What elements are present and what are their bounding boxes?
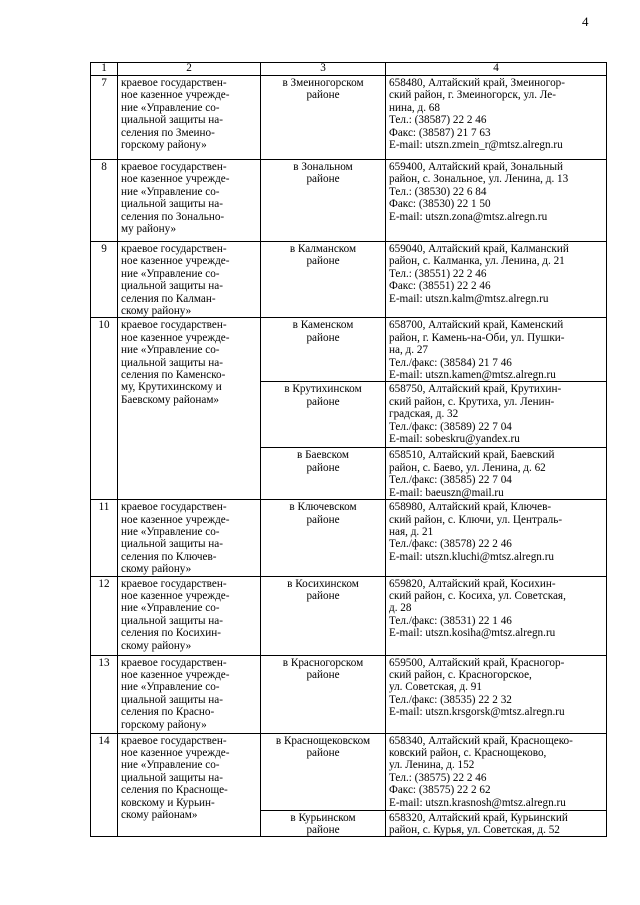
district-line: в Змеиногорском — [282, 77, 364, 89]
institution-name — [118, 576, 261, 655]
institution-line: селения по Красноще- — [121, 784, 228, 797]
institution-line: ное казенное учрежде- — [121, 331, 230, 344]
contact-line: на, д. 27 — [389, 344, 429, 357]
contact-line: Тел./факс: (38531) 22 1 46 — [389, 614, 512, 627]
institution-line: селения по Каменско- — [121, 369, 226, 382]
institution-line: ное казенное учрежде- — [121, 173, 230, 186]
district-name — [261, 576, 386, 655]
institution-line: селения по Калман- — [121, 292, 216, 305]
institution-line: му, Крутихинскому и — [121, 381, 222, 394]
district-line: районе — [306, 331, 340, 344]
header-col-4: 4 — [386, 63, 607, 76]
institution-name — [118, 76, 261, 160]
contact-line: 658340, Алтайский край, Краснощеко- — [389, 734, 573, 747]
table-row — [91, 76, 607, 160]
contact-line: район, с. Калманка, ул. Ленина, д. 21 — [389, 255, 565, 268]
contact-line: ский район, с. Косиха, ул. Советская, — [389, 589, 566, 602]
header-row — [91, 63, 607, 76]
district-line: районе — [306, 668, 340, 681]
institution-line: циальной защиты на- — [121, 614, 223, 627]
district-name — [261, 500, 386, 576]
district-line: районе — [306, 255, 340, 268]
institutions-table-body — [91, 63, 607, 837]
district-line: в Курьинском — [290, 811, 356, 824]
contact-line: Тел./факс: (38535) 22 2 32 — [389, 693, 512, 706]
institution-line: скому районам» — [121, 808, 198, 821]
institution-line: ние «Управление со- — [121, 602, 220, 615]
institutions-table — [90, 62, 607, 837]
institution-line: краевое государствен- — [121, 161, 227, 173]
contact-line: Тел.: (38587) 22 2 46 — [389, 114, 487, 127]
district-line: в Красногорском — [282, 656, 364, 669]
district-line: районе — [306, 513, 340, 526]
institution-name — [118, 242, 261, 318]
email-line[interactable]: E-mail: utszn.zmein_r@mtsz.alregn.ru — [389, 139, 563, 152]
header-col-1: 1 — [91, 63, 118, 76]
contact-line: ский район, г. Змеиногорск, ул. Ле- — [389, 89, 557, 102]
contact-line: 658510, Алтайский край, Баевский — [389, 449, 555, 462]
row-number: 13 — [91, 655, 118, 733]
institution-line: селения по Зонально- — [121, 210, 225, 223]
institution-line: ное казенное учрежде- — [121, 513, 230, 526]
institution-line: ное казенное учрежде- — [121, 89, 230, 102]
contact-line: д. 28 — [389, 602, 412, 615]
district-line: районе — [306, 589, 340, 602]
institution-line: краевое государствен- — [121, 319, 227, 332]
institution-name — [118, 733, 261, 837]
institution-line: горскому району» — [121, 139, 207, 152]
district-name — [261, 242, 386, 318]
institution-line: циальной защиты на- — [121, 114, 223, 127]
email-line[interactable]: E-mail: sobeskru@yandex.ru — [389, 433, 520, 446]
district-line: в Косихинском — [287, 577, 359, 590]
contact-details — [386, 160, 607, 242]
district-line: районе — [306, 89, 340, 102]
contact-details — [386, 810, 607, 837]
contact-line: Факс: (38575) 22 2 62 — [389, 784, 491, 797]
institution-line: циальной защиты на- — [121, 771, 223, 784]
contact-details — [386, 76, 607, 160]
contact-line: ковский район, с. Краснощеково, — [389, 746, 547, 759]
district-name — [261, 160, 386, 242]
contact-line: 659820, Алтайский край, Косихин- — [389, 577, 556, 590]
email-line[interactable]: E-mail: utszn.kamen@mtsz.alregn.ru — [389, 369, 556, 382]
contact-line: 658700, Алтайский край, Каменский — [389, 319, 564, 332]
contact-line: 658750, Алтайский край, Крутихин- — [389, 383, 562, 396]
contact-line: ский район, с. Крутиха, ул. Ленин- — [389, 395, 555, 408]
institution-line: ние «Управление со- — [121, 525, 220, 538]
institution-line: ние «Управление со- — [121, 681, 220, 694]
institution-line: циальной защиты на- — [121, 280, 223, 293]
contact-line: район, г. Камень-на-Оби, ул. Пушки- — [389, 331, 565, 344]
district-name — [261, 382, 386, 448]
email-line[interactable]: E-mail: utszn.kosiha@mtsz.alregn.ru — [389, 627, 556, 640]
contact-line: ский район, с. Красногорское, — [389, 668, 532, 681]
district-name — [261, 448, 386, 500]
row-number: 12 — [91, 576, 118, 655]
contact-line: Тел./факс: (38589) 22 7 04 — [389, 420, 512, 433]
institution-line: краевое государствен- — [121, 77, 227, 89]
contact-line: ул. Советская, д. 91 — [389, 681, 482, 694]
district-name — [261, 318, 386, 382]
contact-line: Тел./факс: (38584) 21 7 46 — [389, 356, 512, 369]
table-row — [91, 500, 607, 576]
district-line: в Краснощековском — [275, 734, 371, 747]
contact-line: Тел.: (38530) 22 6 84 — [389, 185, 487, 198]
email-line[interactable]: E-mail: utszn.zona@mtsz.alregn.ru — [389, 210, 548, 223]
contact-details — [386, 382, 607, 448]
institution-line: ние «Управление со- — [121, 101, 220, 114]
table-row — [91, 733, 607, 810]
institution-line: Баевскому районам» — [121, 393, 220, 406]
institution-line: ние «Управление со- — [121, 267, 220, 280]
institution-line: ное казенное учрежде- — [121, 668, 230, 681]
district-line: в Калманском — [289, 243, 357, 255]
district-line: районе — [306, 395, 340, 408]
institution-line: ние «Управление со- — [121, 185, 220, 198]
district-line: районе — [306, 173, 340, 186]
institution-name — [118, 500, 261, 576]
contact-line: 659500, Алтайский край, Красногор- — [389, 656, 565, 669]
institution-line: селения по Ключев- — [121, 550, 217, 563]
district-line: в Ключевском — [289, 501, 357, 514]
table-row — [91, 242, 607, 318]
row-number: 7 — [91, 76, 118, 160]
email-line[interactable]: E-mail: utszn.kalm@mtsz.alregn.ru — [389, 292, 549, 305]
email-line[interactable]: E-mail: baeuszn@mail.ru — [389, 486, 504, 499]
institution-line: краевое государствен- — [121, 243, 227, 255]
contact-line: Тел./факс: (38585) 22 7 04 — [389, 474, 512, 487]
contact-line: 658480, Алтайский край, Змеиногор- — [389, 77, 565, 89]
contact-details — [386, 500, 607, 576]
institution-line: скому району» — [121, 639, 192, 652]
district-name — [261, 810, 386, 837]
contact-line: градская, д. 32 — [389, 408, 459, 421]
contact-line: район, с. Зональное, ул. Ленина, д. 13 — [389, 173, 569, 186]
contact-line: ная, д. 21 — [389, 525, 434, 538]
email-line[interactable]: E-mail: utszn.krasnosh@mtsz.alregn.ru — [389, 796, 566, 809]
district-line: в Зональном — [293, 161, 353, 173]
table-row — [91, 576, 607, 655]
institution-line: циальной защиты на- — [121, 693, 223, 706]
institution-line: циальной защиты на- — [121, 538, 223, 551]
table-row — [91, 160, 607, 242]
institution-name — [118, 318, 261, 500]
institution-line: му району» — [121, 223, 177, 236]
table-row — [91, 655, 607, 733]
institution-line: скому району» — [121, 305, 192, 318]
institution-line: краевое государствен- — [121, 656, 227, 669]
institution-line: ное казенное учрежде- — [121, 589, 230, 602]
row-number: 14 — [91, 733, 118, 837]
contact-line: Факс: (38587) 21 7 63 — [389, 126, 491, 139]
district-line: районе — [306, 746, 340, 759]
contact-line: район, с. Баево, ул. Ленина, д. 62 — [389, 461, 546, 474]
contact-details — [386, 576, 607, 655]
district-name — [261, 733, 386, 810]
institution-line: селения по Змеино- — [121, 126, 215, 139]
institution-line: циальной защиты на- — [121, 198, 223, 211]
row-number: 10 — [91, 318, 118, 500]
institution-line: ние «Управление со- — [121, 344, 220, 357]
contact-line: 659040, Алтайский край, Калманский — [389, 243, 569, 255]
contact-line: ский район, с. Ключи, ул. Централь- — [389, 513, 563, 526]
contact-details — [386, 242, 607, 318]
institution-line: скому району» — [121, 563, 192, 576]
contact-line: 658320, Алтайский край, Курьинский — [389, 811, 568, 824]
header-col-3: 3 — [261, 63, 386, 76]
contact-line: Факс: (38551) 22 2 46 — [389, 280, 491, 293]
contact-details — [386, 318, 607, 382]
contact-line: 658980, Алтайский край, Ключев- — [389, 501, 552, 514]
header-col-2: 2 — [118, 63, 261, 76]
district-line: районе — [306, 461, 340, 474]
row-number: 11 — [91, 500, 118, 576]
institution-line: ное казенное учрежде- — [121, 746, 230, 759]
district-line: районе — [306, 823, 340, 836]
page-number: 4 — [582, 14, 589, 29]
row-number: 8 — [91, 160, 118, 242]
institution-line: селения по Косихин- — [121, 627, 221, 640]
contact-line: район, с. Курья, ул. Советская, д. 52 — [389, 823, 560, 836]
email-line[interactable]: E-mail: utszn.krsgorsk@mtsz.alregn.ru — [389, 706, 565, 719]
contact-line: Тел.: (38575) 22 2 46 — [389, 771, 487, 784]
contact-line: Тел.: (38551) 22 2 46 — [389, 267, 487, 280]
district-line: в Каменском — [292, 319, 354, 332]
table-row — [91, 318, 607, 382]
institution-line: краевое государствен- — [121, 501, 227, 514]
institution-line: ное казенное учрежде- — [121, 255, 230, 268]
contact-line: Тел./факс: (38578) 22 2 46 — [389, 538, 512, 551]
institution-line: краевое государствен- — [121, 577, 227, 590]
contact-line: Факс: (38530) 22 1 50 — [389, 198, 491, 211]
contact-line: 659400, Алтайский край, Зональный — [389, 161, 563, 173]
institution-name — [118, 655, 261, 733]
district-name — [261, 76, 386, 160]
row-number: 9 — [91, 242, 118, 318]
institution-line: ковскому и Курьин- — [121, 796, 215, 809]
institution-line: ние «Управление со- — [121, 759, 220, 772]
institution-line: краевое государствен- — [121, 734, 227, 747]
contact-line: нина, д. 68 — [389, 101, 440, 114]
email-line[interactable]: E-mail: utszn.kluchi@mtsz.alregn.ru — [389, 550, 555, 563]
institution-line: циальной защиты на- — [121, 356, 223, 369]
institution-line: горскому району» — [121, 718, 207, 731]
contact-details — [386, 448, 607, 500]
contact-details — [386, 655, 607, 733]
district-line: в Крутихинском — [284, 383, 362, 396]
contact-line: ул. Ленина, д. 152 — [389, 759, 475, 772]
district-line: в Баевском — [297, 449, 349, 462]
institution-name — [118, 160, 261, 242]
institution-line: селения по Красно- — [121, 706, 215, 719]
district-name — [261, 655, 386, 733]
contact-details — [386, 733, 607, 810]
